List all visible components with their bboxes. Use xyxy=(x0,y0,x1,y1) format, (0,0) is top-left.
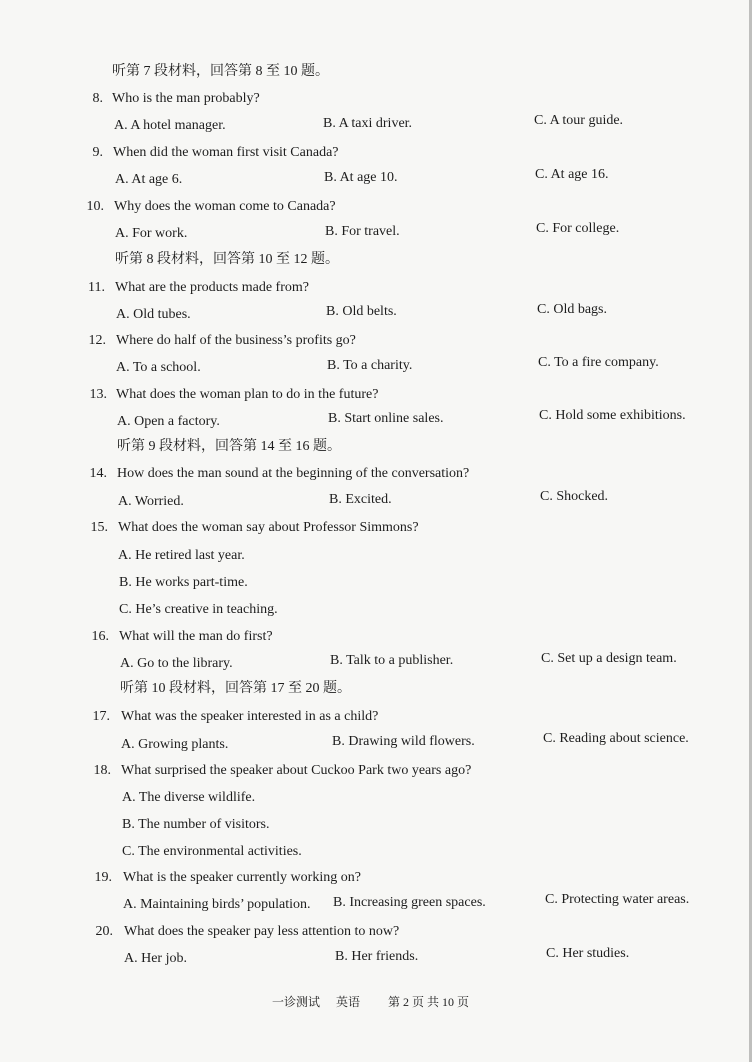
option-c: C. Set up a design team. xyxy=(541,651,677,666)
option-a: A. He retired last year. xyxy=(118,548,245,563)
option-a: A. Her job. xyxy=(124,951,187,966)
option-b: B. Excited. xyxy=(329,492,392,507)
section-heading-8: 听第 8 段材料，回答第 10 至 12 题。 xyxy=(115,252,339,267)
question-text: What does the speaker pay less attention to now? xyxy=(124,924,400,939)
option-b: B. He works part-time. xyxy=(119,575,248,590)
question-text: What is the speaker currently working on? xyxy=(123,870,361,885)
question-number: 14. xyxy=(89,466,107,481)
question-number: 20. xyxy=(95,924,113,939)
option-a: A. To a school. xyxy=(116,360,201,375)
question-number: 8. xyxy=(92,91,103,106)
option-c: C. A tour guide. xyxy=(534,113,624,128)
question-text: Who is the man probably? xyxy=(112,91,260,106)
question-text: What are the products made from? xyxy=(115,280,309,295)
footer-exam-name: 一诊测试 xyxy=(272,995,321,1009)
option-c: C. The environmental activities. xyxy=(122,844,302,859)
question-number: 12. xyxy=(88,333,106,348)
question-text: What does the woman say about Professor Simmons? xyxy=(118,520,419,535)
question-number: 15. xyxy=(90,520,108,535)
question-text: What was the speaker interested in as a child? xyxy=(121,709,379,724)
option-b: B. Start online sales. xyxy=(328,411,444,426)
option-b: B. For travel. xyxy=(325,224,400,239)
option-b: B. Talk to a publisher. xyxy=(330,653,454,668)
section-heading-7: 听第 7 段材料，回答第 8 至 10 题。 xyxy=(112,64,329,79)
option-a: A. A hotel manager. xyxy=(114,118,226,133)
option-b: B. A taxi driver. xyxy=(323,116,413,131)
option-a: A. Maintaining birds’ population. xyxy=(123,897,311,912)
option-c: C. Her studies. xyxy=(546,946,630,961)
question-number: 16. xyxy=(91,629,109,644)
option-c: C. To a fire company. xyxy=(538,355,659,370)
option-c: C. Hold some exhibitions. xyxy=(539,408,686,423)
section-heading-10: 听第 10 段材料，回答第 17 至 20 题。 xyxy=(120,681,351,696)
question-number: 13. xyxy=(89,387,107,402)
footer-subject: 英语 xyxy=(336,995,361,1009)
question-number: 18. xyxy=(93,763,111,778)
option-c: C. Shocked. xyxy=(540,489,609,504)
footer-page-number: 第 2 页 共 10 页 xyxy=(388,995,470,1009)
option-b: B. Drawing wild flowers. xyxy=(332,734,475,749)
option-a: A. Old tubes. xyxy=(116,307,191,322)
question-number: 19. xyxy=(94,870,112,885)
question-text: How does the man sound at the beginning of the conversation? xyxy=(117,466,470,481)
option-c: C. He’s creative in teaching. xyxy=(119,602,278,617)
option-a: A. The diverse wildlife. xyxy=(122,790,256,805)
option-b: B. Increasing green spaces. xyxy=(333,895,486,910)
option-b: B. The number of visitors. xyxy=(122,817,270,832)
option-a: A. Go to the library. xyxy=(120,656,233,671)
option-b: B. To a charity. xyxy=(327,358,413,373)
question-text: Why does the woman come to Canada? xyxy=(114,199,336,214)
option-a: A. For work. xyxy=(115,226,188,241)
option-a: A. Open a factory. xyxy=(117,414,220,429)
option-a: A. Worried. xyxy=(118,494,184,509)
option-c: C. For college. xyxy=(536,221,620,236)
option-c: C. Old bags. xyxy=(537,302,607,317)
option-b: B. Her friends. xyxy=(335,949,419,964)
option-a: A. At age 6. xyxy=(115,172,183,187)
option-c: C. Reading about science. xyxy=(543,731,689,746)
option-c: C. At age 16. xyxy=(535,167,609,182)
section-heading-9: 听第 9 段材料，回答第 14 至 16 题。 xyxy=(117,439,341,454)
question-text: What surprised the speaker about Cuckoo Park two years ago? xyxy=(121,763,472,778)
option-b: B. Old belts. xyxy=(326,304,397,319)
option-c: C. Protecting water areas. xyxy=(545,892,690,907)
option-b: B. At age 10. xyxy=(324,170,398,185)
question-text: What will the man do first? xyxy=(119,629,273,644)
question-number: 10. xyxy=(86,199,104,214)
page-footer xyxy=(272,993,469,1010)
option-a: A. Growing plants. xyxy=(121,737,229,752)
question-text: When did the woman first visit Canada? xyxy=(113,145,339,160)
question-number: 9. xyxy=(92,145,103,160)
question-number: 17. xyxy=(92,709,110,724)
question-number: 11. xyxy=(88,280,105,295)
question-text: Where do half of the business’s profits go? xyxy=(116,333,356,348)
question-text: What does the woman plan to do in the future? xyxy=(116,387,379,402)
